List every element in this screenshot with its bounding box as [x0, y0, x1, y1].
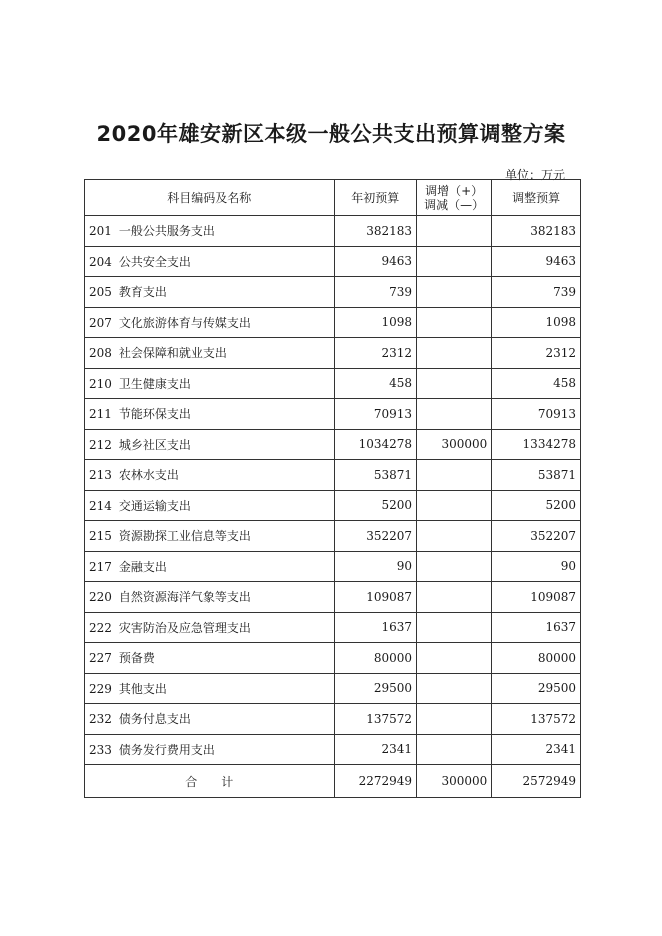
- row-initial: 458: [334, 368, 416, 399]
- row-name: 灾害防治及应急管理支出: [118, 620, 251, 635]
- header-initial: 年初预算: [334, 180, 416, 216]
- row-adjust: 300000: [417, 429, 492, 460]
- row-subject: [85, 338, 335, 369]
- row-code: 232: [89, 712, 112, 727]
- row-adjusted: 1637: [492, 612, 581, 643]
- row-code: 211: [89, 407, 112, 422]
- row-adjust: [417, 704, 492, 735]
- row-subject: [85, 521, 335, 552]
- row-adjusted: 352207: [492, 521, 581, 552]
- row-adjust: [417, 673, 492, 704]
- row-subject: [85, 277, 335, 308]
- row-adjusted: 1098: [492, 307, 581, 338]
- row-code: 229: [89, 681, 112, 696]
- row-code: 217: [89, 559, 112, 574]
- page-title: 2020年雄安新区本级一般公共支出预算调整方案: [96, 122, 566, 146]
- row-code: 204: [89, 254, 112, 269]
- row-name: 农林水支出: [118, 468, 179, 483]
- row-code: 215: [89, 529, 112, 544]
- table-row: [85, 490, 581, 521]
- row-subject: [85, 612, 335, 643]
- row-initial: 90: [334, 551, 416, 582]
- row-code: 214: [89, 498, 112, 513]
- table-row: [85, 673, 581, 704]
- row-adjusted: 382183: [492, 216, 581, 247]
- row-adjust: [417, 307, 492, 338]
- table-row: [85, 582, 581, 613]
- row-subject: [85, 368, 335, 399]
- header-adjusted: 调整预算: [492, 180, 581, 216]
- row-adjusted: 2312: [492, 338, 581, 369]
- row-name: 交通运输支出: [118, 498, 191, 513]
- row-initial: 1637: [334, 612, 416, 643]
- row-adjusted: 70913: [492, 399, 581, 430]
- row-name: 社会保障和就业支出: [118, 346, 227, 361]
- row-initial: 53871: [334, 460, 416, 491]
- row-adjusted: 80000: [492, 643, 581, 674]
- table-row: [85, 612, 581, 643]
- row-subject: [85, 246, 335, 277]
- table-row: [85, 643, 581, 674]
- row-adjust: [417, 612, 492, 643]
- row-code: 233: [89, 742, 112, 757]
- row-subject: [85, 490, 335, 521]
- row-adjusted: 53871: [492, 460, 581, 491]
- row-subject: [85, 429, 335, 460]
- table-row: [85, 521, 581, 552]
- row-initial: 29500: [334, 673, 416, 704]
- row-adjust: [417, 521, 492, 552]
- header-name: 科目编码及名称: [85, 180, 335, 216]
- total-row: [85, 765, 581, 798]
- row-adjust: [417, 460, 492, 491]
- row-initial: 1034278: [334, 429, 416, 460]
- row-subject: [85, 551, 335, 582]
- row-subject: [85, 216, 335, 247]
- row-initial: 80000: [334, 643, 416, 674]
- table-row: [85, 338, 581, 369]
- row-code: 213: [89, 468, 112, 483]
- row-adjust: [417, 368, 492, 399]
- row-adjusted: 90: [492, 551, 581, 582]
- row-name: 公共安全支出: [118, 254, 191, 269]
- row-adjusted: 2341: [492, 734, 581, 765]
- total-initial: 2272949: [334, 765, 416, 798]
- total-adjusted: 2572949: [492, 765, 581, 798]
- table-row: [85, 246, 581, 277]
- row-name: 债务付息支出: [118, 712, 191, 727]
- row-initial: 2341: [334, 734, 416, 765]
- table-row: [85, 551, 581, 582]
- row-name: 卫生健康支出: [118, 376, 191, 391]
- table-row: [85, 429, 581, 460]
- row-initial: 352207: [334, 521, 416, 552]
- row-adjusted: 109087: [492, 582, 581, 613]
- row-code: 208: [89, 346, 112, 361]
- row-adjust: [417, 643, 492, 674]
- row-name: 教育支出: [118, 285, 167, 300]
- row-code: 205: [89, 285, 112, 300]
- row-adjusted: 1334278: [492, 429, 581, 460]
- table-row: [85, 307, 581, 338]
- row-name: 资源勘探工业信息等支出: [118, 529, 251, 544]
- row-adjusted: 739: [492, 277, 581, 308]
- row-code: 207: [89, 315, 112, 330]
- table-row: [85, 277, 581, 308]
- unit-label: 单位：万元: [505, 168, 566, 182]
- table-row: [85, 216, 581, 247]
- total-adjust: 300000: [417, 765, 492, 798]
- row-name: 预备费: [118, 651, 155, 666]
- header-adjust-increase: 调增（+）: [425, 183, 484, 198]
- row-initial: 5200: [334, 490, 416, 521]
- row-name: 文化旅游体育与传媒支出: [118, 315, 251, 330]
- row-initial: 109087: [334, 582, 416, 613]
- table-row: [85, 399, 581, 430]
- budget-table: [84, 179, 581, 798]
- row-adjust: [417, 490, 492, 521]
- total-label: 合 计: [85, 765, 335, 798]
- row-subject: [85, 673, 335, 704]
- row-code: 210: [89, 376, 112, 391]
- row-adjust: [417, 246, 492, 277]
- row-code: 220: [89, 590, 112, 605]
- row-initial: 382183: [334, 216, 416, 247]
- row-adjust: [417, 582, 492, 613]
- row-adjusted: 458: [492, 368, 581, 399]
- row-code: 201: [89, 224, 112, 239]
- row-adjusted: 137572: [492, 704, 581, 735]
- row-adjust: [417, 551, 492, 582]
- row-adjusted: 5200: [492, 490, 581, 521]
- table-row: [85, 734, 581, 765]
- row-subject: [85, 460, 335, 491]
- row-code: 222: [89, 620, 112, 635]
- header-row: [85, 180, 581, 216]
- row-initial: 137572: [334, 704, 416, 735]
- row-subject: [85, 734, 335, 765]
- row-name: 其他支出: [118, 681, 167, 696]
- table-row: [85, 704, 581, 735]
- row-subject: [85, 582, 335, 613]
- row-adjust: [417, 216, 492, 247]
- row-initial: 9463: [334, 246, 416, 277]
- row-code: 212: [89, 437, 112, 452]
- row-subject: [85, 399, 335, 430]
- row-subject: [85, 704, 335, 735]
- table-row: [85, 460, 581, 491]
- row-adjust: [417, 399, 492, 430]
- row-adjust: [417, 734, 492, 765]
- row-initial: 2312: [334, 338, 416, 369]
- row-initial: 70913: [334, 399, 416, 430]
- row-subject: [85, 643, 335, 674]
- row-name: 金融支出: [118, 559, 167, 574]
- row-name: 城乡社区支出: [118, 437, 191, 452]
- row-name: 一般公共服务支出: [118, 224, 215, 239]
- row-name: 债务发行费用支出: [118, 742, 215, 757]
- row-subject: [85, 307, 335, 338]
- row-adjusted: 29500: [492, 673, 581, 704]
- header-adjust: [417, 180, 492, 216]
- row-adjust: [417, 277, 492, 308]
- table-row: [85, 368, 581, 399]
- row-adjusted: 9463: [492, 246, 581, 277]
- row-adjust: [417, 338, 492, 369]
- header-adjust-decrease: 调减（—）: [424, 197, 485, 212]
- row-initial: 1098: [334, 307, 416, 338]
- row-code: 227: [89, 651, 112, 666]
- row-name: 节能环保支出: [118, 407, 191, 422]
- row-name: 自然资源海洋气象等支出: [118, 590, 251, 605]
- row-initial: 739: [334, 277, 416, 308]
